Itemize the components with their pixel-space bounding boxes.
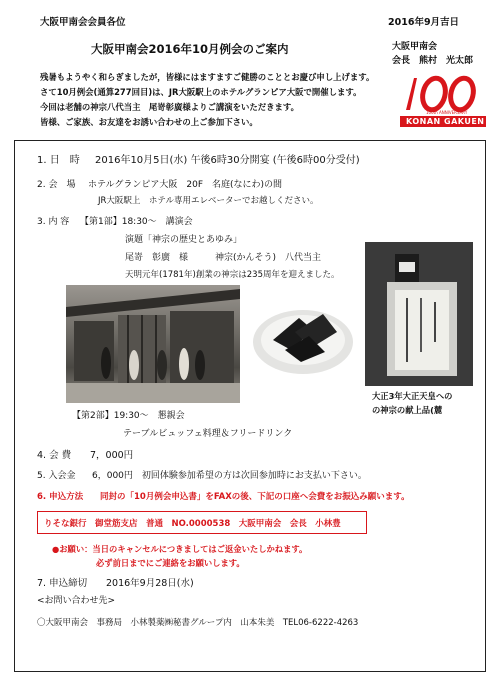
addressee: 大阪甲南会会員各位 [40,17,126,28]
deadline-label: 7. 申込締切 [37,578,88,589]
join-fee-label: 5. 入会金 [37,471,76,481]
venue-value: ホテルグランピア大阪 20F 名庭(なにわ)の間 [88,180,283,190]
notice-line-2: 必ず前日までにご連絡をお願いします。 [96,558,245,568]
intro-line-3: 今回は老舗の神宗八代当主 尾嵜彰廣様よりご講演をいただきます。 [40,102,299,112]
contact-heading: <お問い合わせ先> [37,596,116,606]
venue-label: 2. 会 場 [37,180,76,190]
page-title: 大阪甲南会2016年10月例会のご案内 [91,42,289,56]
notice-line-1: ●お願い：当日のキャンセルにつきましてはご返金いたしかねます。 [52,544,308,554]
intro-line-1: 残暑もようやく和らぎましたが，皆様にはますますご健勝のこととお慶び申し上げます。 [40,72,375,82]
datetime-label: 1. 日 時 [37,155,80,166]
photo-caption-line-1: 大正3年大正天皇への [372,391,453,401]
logo-name: KONAN GAKUEN [406,117,485,126]
founding-note: 天明元年(1781年)創業の神宗は235周年を迎えました。 [125,270,340,280]
intro-line-4: 皆様、ご家族、お友達をお誘い合わせの上ご参加下さい。 [40,117,258,127]
party-detail: テーブルビュッフェ料理＆フリードリンク [123,429,293,439]
join-fee-value: 6，000円 初回体験参加希望の方は次回参加時にお支払い下さい。 [92,471,367,481]
sender-org: 大阪甲南会 [392,42,438,52]
sender-name: 会長 熊村 光太郎 [392,56,474,66]
intro-line-2: さて10月例会(通算277回目)は、JR大阪駅上のホテルグランピア大阪で開催します。 [40,87,362,97]
lecture-title: 演題「神宗の歴史とあゆみ」 [125,235,243,245]
venue-note: JR大阪駅上 ホテル専用エレベーターでお越しください。 [98,196,319,206]
apply-value: 同封の「10月例会申込書」をFAXの後、下記の口座へ会費をお振込み願います。 [100,492,410,502]
contact-info: 〇大阪甲南会 事務局 小林製薬㈱秘書グループ内 山本朱美 TEL06-6222-4263 [37,618,359,628]
speaker: 尾嵜 彰廣 様 神宗(かんそう) 八代当主 [125,253,322,263]
storefront-photo [66,285,240,403]
logo-tagline: 100th ANNIVERSARY [426,110,468,115]
konan-100-logo [400,70,486,128]
gift-box-photo [365,242,473,386]
date: 2016年9月吉日 [388,17,460,28]
fee-value: 7，000円 [90,450,134,461]
bank-account: りそな銀行 御堂筋支店 普通 NO.0000538 大阪甲南会 会長 小林豊 [44,519,341,529]
photo-caption-line-2: の神宗の献上品(麓 [372,405,443,415]
deadline-value: 2016年9月28日(水) [106,578,194,589]
part1-heading: 【第1部】18:30～ 講演会 [80,217,193,227]
part2-heading: 【第2部】19:30～ 懇親会 [72,411,185,421]
apply-label: 6. 申込方法 [37,492,84,502]
kombu-photo [251,292,356,380]
fee-label: 4. 会 費 [37,450,72,461]
datetime-value: 2016年10月5日(水) 午後6時30分開宴 (午後6時00分受付) [95,155,360,166]
content-label: 3. 内 容 [37,217,70,227]
